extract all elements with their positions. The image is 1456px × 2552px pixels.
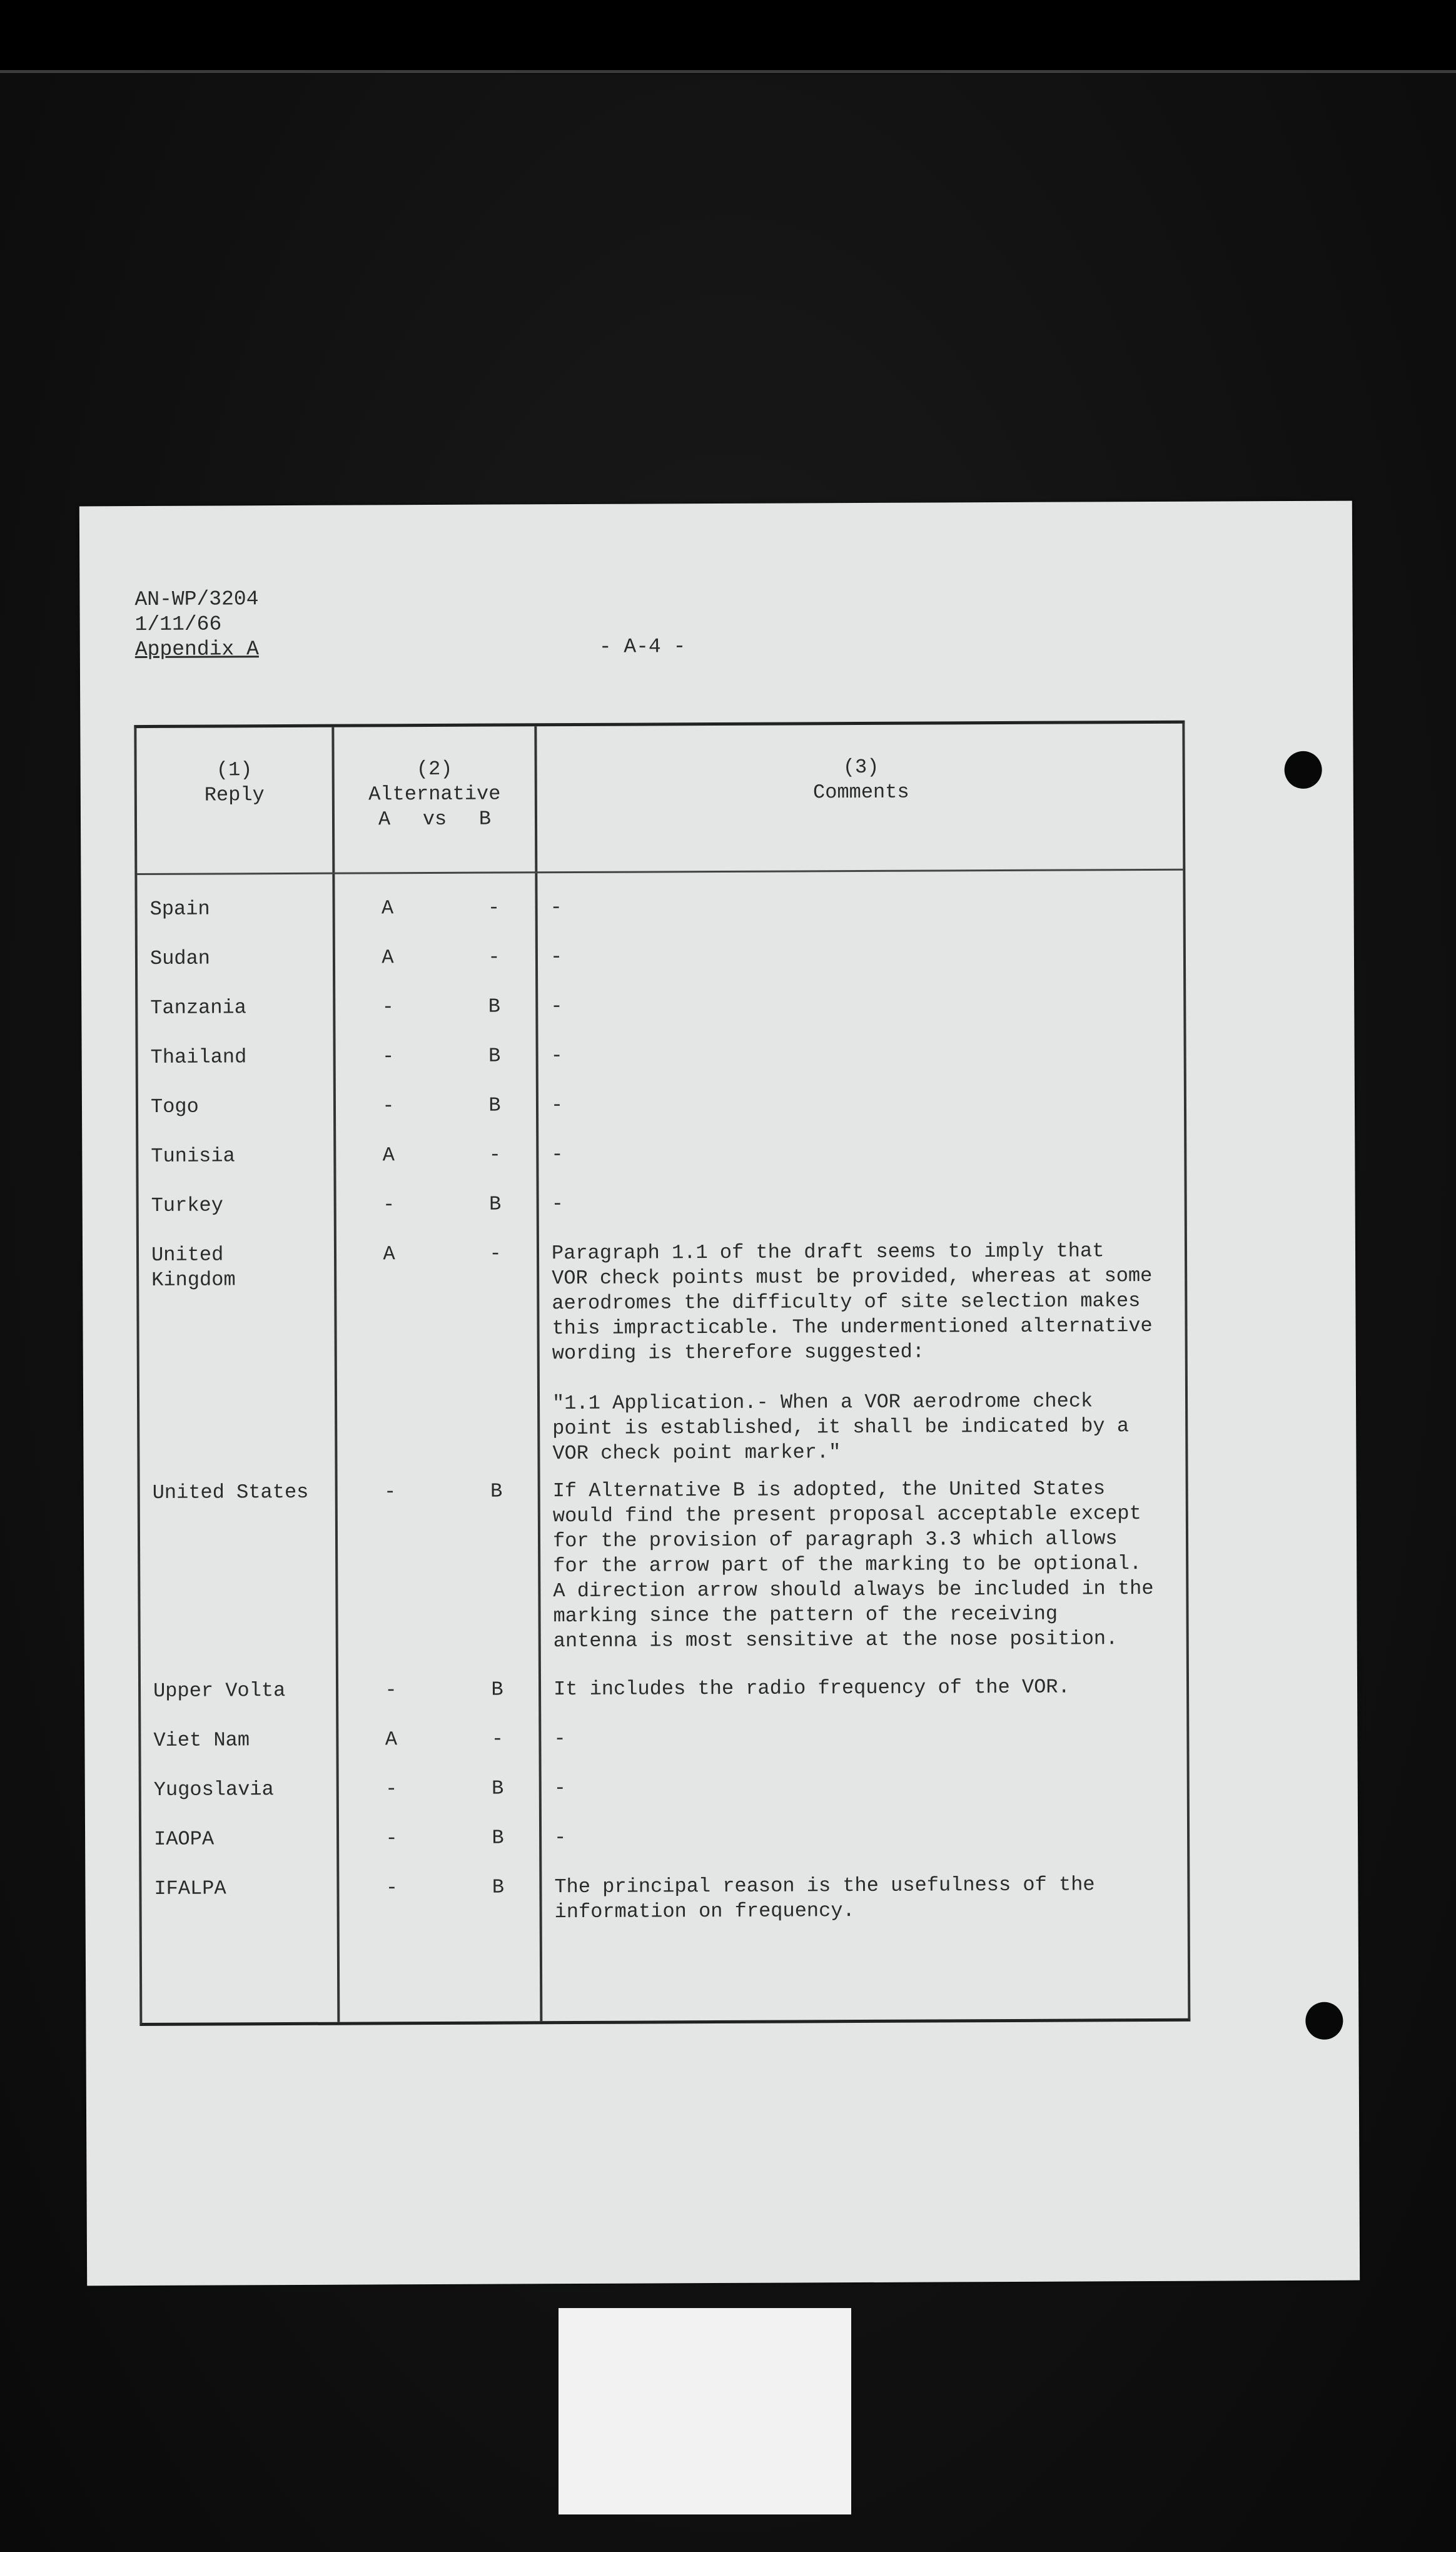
film-strip-top — [0, 0, 1456, 74]
alt-b-cell: - — [491, 1727, 504, 1751]
comment-cell: Paragraph 1.1 of the draft seems to imply that VOR check points must be provided, whereas at some aerodromes the difficulty of site selection makes this impracticable. The undermentioned alternative wording is therefore suggested: "1.1 Application.- When a VOR aerodrome check point is established, it shall be indicated by a VOR check point marker." — [551, 1239, 1153, 1466]
table-row — [141, 1724, 1186, 1752]
document-header — [134, 587, 259, 662]
reply-cell: Tunisia — [151, 1144, 235, 1168]
punch-hole-bottom — [1305, 2002, 1343, 2040]
alt-a-cell: - — [383, 1480, 397, 1504]
column-header-alternative — [335, 756, 535, 832]
table-row — [138, 942, 1183, 970]
table-row — [138, 1041, 1184, 1069]
page-number: - A-4 - — [599, 635, 686, 659]
alt-a-cell: - — [382, 995, 394, 1019]
reply-cell: IAOPA — [154, 1827, 215, 1851]
table-row — [139, 1238, 1185, 1466]
reply-cell: United Kingdom — [151, 1243, 236, 1292]
document-page — [79, 501, 1360, 2286]
alt-a-cell: - — [382, 1094, 395, 1118]
reply-cell: Spain — [149, 897, 210, 921]
table-row — [139, 1189, 1185, 1217]
column-title-alternative: Alternative — [368, 782, 501, 806]
column-divider-2 — [534, 726, 542, 2021]
appendix-label: Appendix A — [134, 637, 259, 662]
alt-b-cell: - — [489, 1242, 502, 1265]
replies-table — [134, 721, 1190, 2026]
comment-cell: If Alternative B is adopted, the United States would find the present proposal acceptable except for the provision of paragraph 3.3 which allows for the arrow part of the marking to be optional. A direction arrow should always be included in the marking since the pattern of the receiving antenna is most sensitive at the nose position. — [552, 1477, 1154, 1653]
comment-cell: - — [554, 1776, 567, 1800]
table-row — [140, 1476, 1186, 1653]
alt-a-cell: - — [385, 1876, 398, 1900]
table-row — [138, 1090, 1184, 1118]
alt-a-cell: A — [385, 1728, 398, 1751]
alt-b-cell: B — [488, 1192, 502, 1216]
column-number-1: (1) — [216, 758, 253, 782]
alt-b-cell: B — [488, 1093, 501, 1117]
comment-cell: - — [550, 995, 563, 1018]
film-label-blank — [559, 2308, 851, 2514]
reply-cell: Upper Volta — [153, 1679, 286, 1703]
alt-b-cell: B — [488, 1044, 501, 1068]
alternative-subheader — [378, 807, 491, 833]
alt-b-cell: B — [488, 995, 500, 1018]
comment-cell: The principal reason is the usefulness of the information on frequency. — [554, 1873, 1095, 1924]
alt-b-cell: B — [492, 1776, 504, 1800]
reply-cell: United States — [152, 1480, 309, 1504]
alt-b-cell: B — [492, 1826, 504, 1850]
column-number-2: (2) — [416, 757, 453, 781]
comment-cell: - — [551, 1143, 564, 1167]
column-title-comments: Comments — [812, 780, 909, 804]
reply-cell: Thailand — [150, 1045, 247, 1069]
doc-reference: AN-WP/3204 — [134, 587, 259, 612]
alt-b-cell: B — [491, 1678, 503, 1701]
column-header-reply — [137, 757, 332, 808]
subheader-vs: vs — [422, 807, 447, 831]
table-row — [141, 1872, 1187, 1924]
table-row — [138, 991, 1183, 1020]
alt-a-cell: - — [385, 1678, 397, 1702]
comment-cell: - — [554, 1727, 566, 1751]
alt-b-cell: B — [492, 1875, 505, 1899]
table-row — [138, 1140, 1184, 1168]
table-row — [141, 1674, 1186, 1703]
film-edge-line — [0, 70, 1456, 73]
comment-cell: - — [550, 1093, 564, 1117]
subheader-a: A — [378, 808, 391, 831]
alt-a-cell: - — [385, 1826, 398, 1850]
reply-cell: Tanzania — [150, 996, 247, 1020]
column-header-comments — [537, 754, 1185, 807]
header-divider — [137, 869, 1183, 875]
doc-date: 1/11/66 — [134, 612, 222, 637]
comment-cell: - — [554, 1826, 567, 1850]
reply-cell: Sudan — [149, 946, 211, 970]
comment-cell: - — [550, 945, 563, 969]
reply-cell: IFALPA — [154, 1876, 226, 1900]
table-row — [141, 1823, 1187, 1851]
table-row — [138, 893, 1183, 921]
comment-cell: - — [551, 1192, 564, 1216]
alt-a-cell: - — [385, 1777, 398, 1801]
alt-a-cell: - — [382, 1045, 395, 1068]
alt-a-cell: A — [382, 946, 394, 970]
punch-hole-top — [1285, 751, 1322, 789]
alt-a-cell: A — [383, 1242, 395, 1266]
alt-a-cell: A — [382, 1143, 395, 1167]
table-row — [141, 1773, 1187, 1801]
subheader-b: B — [478, 807, 492, 831]
reply-cell: Viet Nam — [153, 1728, 250, 1752]
comment-cell: - — [550, 896, 562, 919]
alt-a-cell: - — [382, 1193, 395, 1217]
reply-cell: Turkey — [151, 1193, 223, 1217]
alt-b-cell: - — [487, 896, 500, 919]
column-divider-1 — [331, 727, 340, 2022]
alt-b-cell: - — [488, 1143, 502, 1167]
comment-cell: It includes the radio frequency of the VOR. — [553, 1675, 1070, 1701]
column-number-3: (3) — [842, 755, 879, 779]
reply-cell: Yugoslavia — [153, 1778, 274, 1801]
reply-cell: Togo — [150, 1095, 199, 1118]
alt-b-cell: - — [488, 945, 500, 969]
alt-b-cell: B — [490, 1479, 503, 1503]
column-title-reply: Reply — [204, 783, 265, 807]
comment-cell: - — [550, 1044, 563, 1068]
alt-a-cell: A — [381, 896, 394, 920]
